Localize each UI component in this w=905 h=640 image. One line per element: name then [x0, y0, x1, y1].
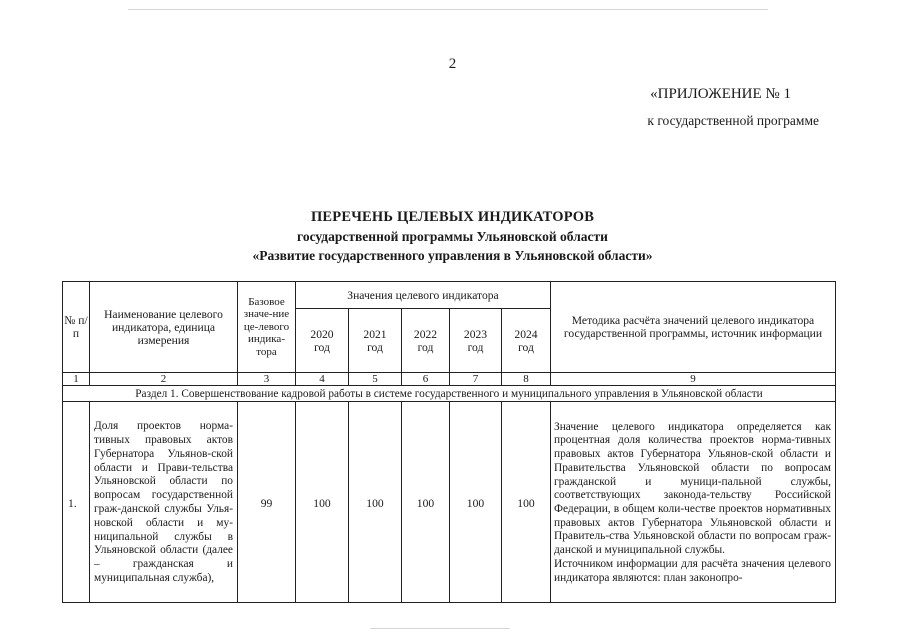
column-number: 5 [349, 373, 402, 386]
heading-line-2: государственной программы Ульяновской области [297, 229, 608, 244]
method-paragraph: Значение целевого индикатора определяется как процентная доля количества проектов норма-тивных правовых актов Губернатора Ульянов-ской области и Правительства Ульяновской области по вопросам гражданской и муници-пальной службы, соответствующих законода-тельству Российской Федерации, в общем коли-честве проектов нормативных правовых актов Губернатора Ульяновской области и Правитель-ства Ульяновской области по вопросам граж-данской и муниципальной службы. [554, 420, 831, 557]
column-number: 2 [90, 373, 238, 386]
row-index: 1. [63, 402, 90, 603]
appendix-title: «ПРИЛОЖЕНИЕ № 1 [650, 86, 791, 102]
row-value-2021: 100 [349, 402, 402, 603]
header-method: Методика расчёта значений целевого индикатора государственной программы, источник информации [551, 282, 836, 373]
column-number: 1 [63, 373, 90, 386]
header-year-2020: 2020 год [296, 309, 349, 373]
indicators-table [62, 281, 836, 603]
row-base-value: 99 [238, 402, 296, 603]
header-year-2023: 2023 год [450, 309, 502, 373]
row-value-2024: 100 [502, 402, 551, 603]
header-values-group: Значения целевого индикатора [296, 282, 551, 309]
row-indicator-name: Доля проектов норма-тивных правовых актов Губернатора Ульянов-ской области и Прави-тельства Ульяновской области по вопросам государственной граж-данской службы Улья-новской области и му-ниципальной службы в Ульяновской области (далее – гражданская и муниципальная служба), [90, 402, 238, 603]
column-number: 9 [551, 373, 836, 386]
row-value-2023: 100 [450, 402, 502, 603]
row-method [551, 402, 836, 603]
appendix-subtitle: к государственной программе [647, 113, 819, 128]
header-year-2022: 2022 год [402, 309, 450, 373]
table-row [63, 402, 836, 603]
column-number: 8 [502, 373, 551, 386]
column-number: 6 [402, 373, 450, 386]
document-heading [0, 208, 905, 265]
header-name: Наименование целевого индикатора, единица измерения [90, 282, 238, 373]
method-source-paragraph: Источником информации для расчёта значения целевого индикатора являются: план законопро- [554, 557, 831, 584]
column-number: 7 [450, 373, 502, 386]
row-value-2022: 100 [402, 402, 450, 603]
column-number: 3 [238, 373, 296, 386]
heading-line-3: «Развитие государственного управления в Ульяновской области» [252, 248, 653, 263]
header-num: № п/п [63, 282, 90, 373]
row-value-2020: 100 [296, 402, 349, 603]
header-base: Базовое значе-ние це-левого индика-тора [238, 282, 296, 373]
column-number: 4 [296, 373, 349, 386]
header-year-2021: 2021 год [349, 309, 402, 373]
section-title: Раздел 1. Совершенствование кадровой работы в системе государственного и муниципального управления в Ульяновской области [63, 386, 836, 402]
heading-line-1: ПЕРЕЧЕНЬ ЦЕЛЕВЫХ ИНДИКАТОРОВ [310, 209, 595, 225]
scan-artifact-line [370, 628, 510, 629]
page-number: 2 [448, 56, 457, 72]
header-year-2024: 2024 год [502, 309, 551, 373]
scan-artifact-line [128, 9, 768, 10]
